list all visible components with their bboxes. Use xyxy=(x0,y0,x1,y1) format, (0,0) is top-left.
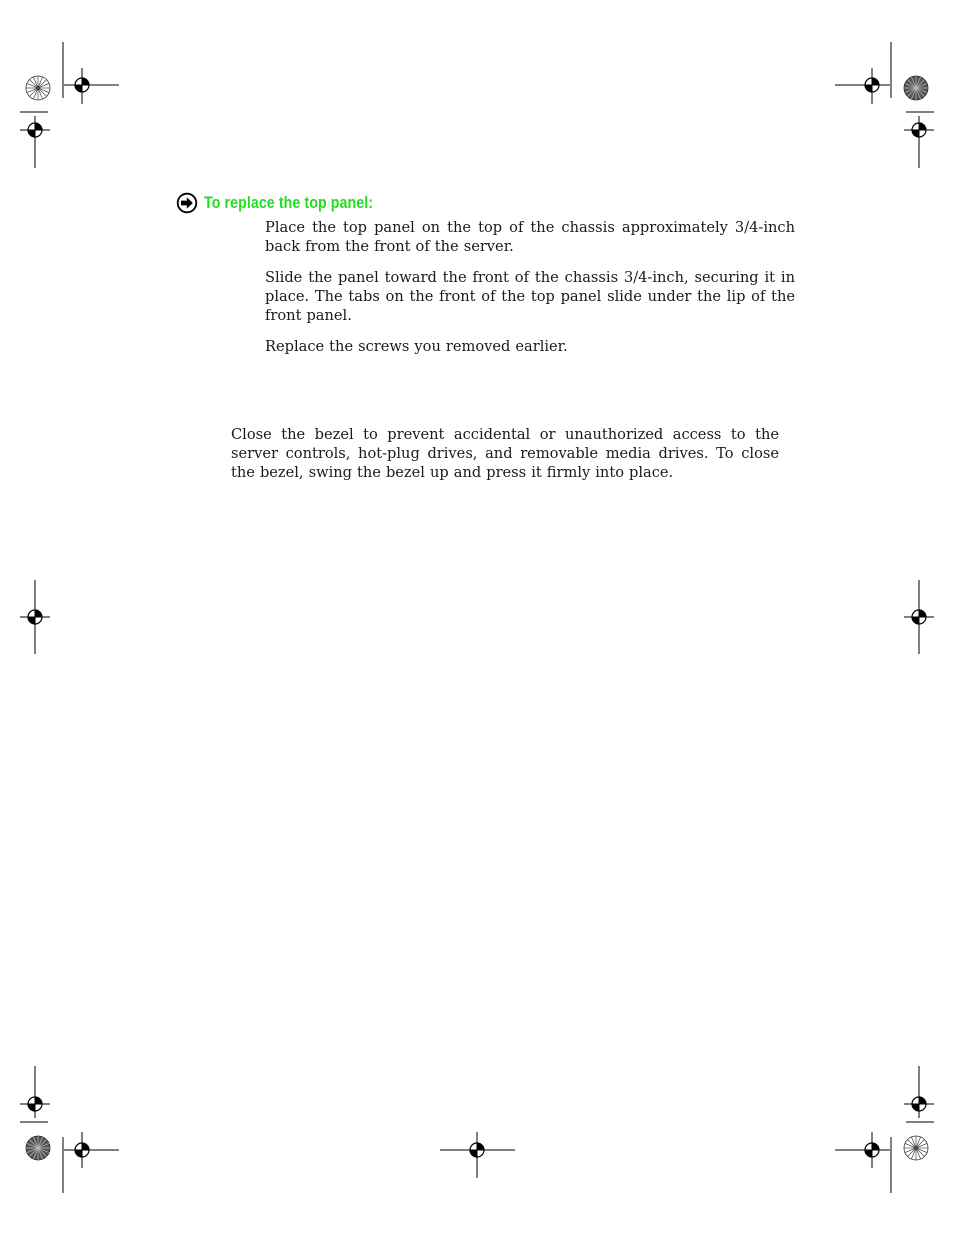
step-1: Place the top panel on the top of the chassis approximately 3/4-inch back from the front of the server. xyxy=(265,219,795,255)
closing-paragraph: Close the bezel to prevent accidental or unauthorized access to the server controls, hot-plug drives, and removable media drives. To close the bezel, swing the bezel up and press it firmly into place. xyxy=(231,426,779,481)
procedure-heading xyxy=(176,192,401,214)
step-2: Slide the panel toward the front of the chassis 3/4-inch, securing it in place. The tabs on the front of the top panel slide under the lip of the front panel. xyxy=(265,269,795,324)
procedure-steps xyxy=(265,218,795,368)
procedure-title: To replace the top panel: xyxy=(204,193,374,212)
step-3: Replace the screws you removed earlier. xyxy=(265,338,568,355)
right-arrow-icon xyxy=(176,192,198,214)
